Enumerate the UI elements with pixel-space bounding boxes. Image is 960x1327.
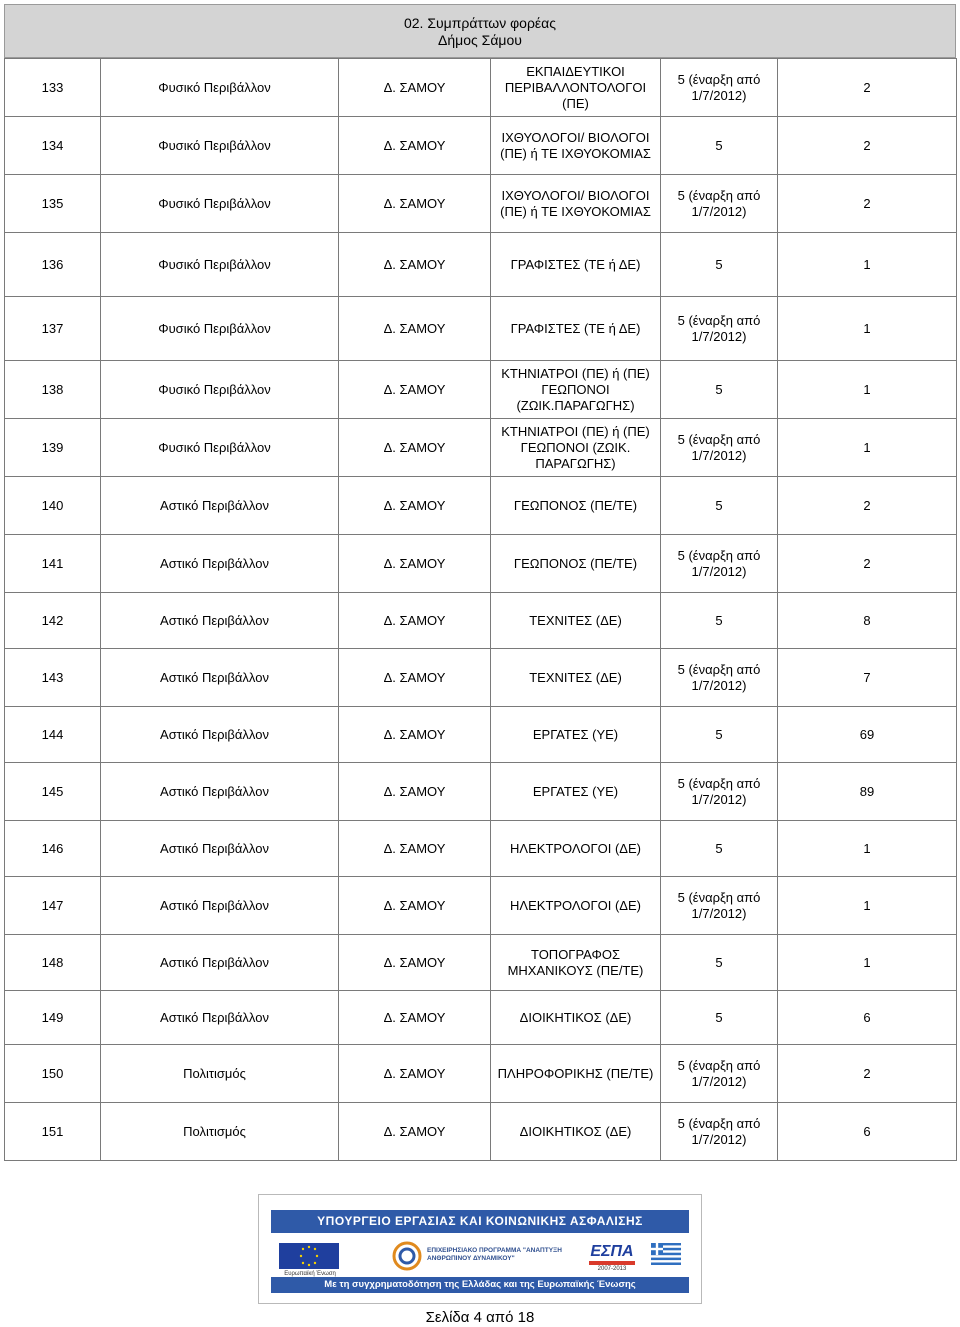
row-number: 137	[5, 297, 101, 361]
table-row	[5, 707, 957, 763]
programme-emblem-icon	[392, 1241, 422, 1271]
row-persons: 2	[778, 175, 957, 233]
row-persons: 89	[778, 763, 957, 821]
row-duration: 5	[661, 593, 778, 649]
row-category: Αστικό Περιβάλλον	[101, 707, 339, 763]
row-specialty: ΙΧΘΥΟΛΟΓΟΙ/ ΒΙΟΛΟΓΟΙ (ΠΕ) ή ΤΕ ΙΧΘΥΟΚΟΜΙΑΣ	[491, 117, 661, 175]
row-body: Δ. ΣΑΜΟΥ	[339, 233, 491, 297]
row-body: Δ. ΣΑΜΟΥ	[339, 649, 491, 707]
row-specialty: ΓΡΑΦΙΣΤΕΣ (ΤΕ ή ΔΕ)	[491, 233, 661, 297]
row-duration: 5 (έναρξη από 1/7/2012)	[661, 877, 778, 935]
row-number: 138	[5, 361, 101, 419]
espa-logo	[579, 1241, 645, 1271]
row-persons: 1	[778, 361, 957, 419]
row-number: 142	[5, 593, 101, 649]
row-persons: 2	[778, 1045, 957, 1103]
row-specialty: ΓΕΩΠΟΝΟΣ (ΠΕ/ΤΕ)	[491, 535, 661, 593]
row-body: Δ. ΣΑΜΟΥ	[339, 1045, 491, 1103]
row-duration: 5	[661, 361, 778, 419]
eu-flag-icon	[279, 1243, 339, 1269]
row-category: Αστικό Περιβάλλον	[101, 935, 339, 991]
row-duration: 5 (έναρξη από 1/7/2012)	[661, 649, 778, 707]
row-category: Αστικό Περιβάλλον	[101, 877, 339, 935]
row-body: Δ. ΣΑΜΟΥ	[339, 419, 491, 477]
row-specialty: ΗΛΕΚΤΡΟΛΟΓΟΙ (ΔΕ)	[491, 821, 661, 877]
row-specialty: ΔΙΟΙΚΗΤΙΚΟΣ (ΔΕ)	[491, 1103, 661, 1161]
row-duration: 5	[661, 821, 778, 877]
row-specialty: ΓΡΑΦΙΣΤΕΣ (ΤΕ ή ΔΕ)	[491, 297, 661, 361]
espa-text: ΕΣΠΑ	[590, 1243, 634, 1260]
section-header	[4, 4, 956, 58]
table-row	[5, 233, 957, 297]
row-number: 146	[5, 821, 101, 877]
table-row	[5, 175, 957, 233]
row-specialty: ΕΚΠΑΙΔΕΥΤΙΚΟΙ ΠΕΡΙΒΑΛΛΟΝΤΟΛΟΓΟΙ (ΠΕ)	[491, 59, 661, 117]
row-category: Φυσικό Περιβάλλον	[101, 419, 339, 477]
row-duration: 5 (έναρξη από 1/7/2012)	[661, 535, 778, 593]
row-number: 133	[5, 59, 101, 117]
row-category: Φυσικό Περιβάλλον	[101, 117, 339, 175]
row-body: Δ. ΣΑΜΟΥ	[339, 1103, 491, 1161]
row-body: Δ. ΣΑΜΟΥ	[339, 535, 491, 593]
row-category: Αστικό Περιβάλλον	[101, 991, 339, 1045]
positions-table-body	[5, 59, 957, 1161]
row-body: Δ. ΣΑΜΟΥ	[339, 59, 491, 117]
row-persons: 1	[778, 821, 957, 877]
programme-name: ΕΠΙΧΕΙΡΗΣΙΑΚΟ ΠΡΟΓΡΑΜΜΑ "ΑΝΑΠΤΥΞΗ ΑΝΘΡΩΠΙΝΟΥ ΔΥΝΑΜΙΚΟΥ"	[427, 1247, 562, 1262]
row-duration: 5	[661, 707, 778, 763]
row-persons: 2	[778, 117, 957, 175]
greek-flag-icon	[651, 1243, 681, 1265]
row-duration: 5	[661, 117, 778, 175]
row-body: Δ. ΣΑΜΟΥ	[339, 361, 491, 419]
row-specialty: ΚΤΗΝΙΑΤΡΟΙ (ΠΕ) ή (ΠΕ) ΓΕΩΠΟΝΟΙ (ΖΩΙΚ. ΠΑΡΑΓΩΓΗΣ)	[491, 419, 661, 477]
row-duration: 5 (έναρξη από 1/7/2012)	[661, 297, 778, 361]
table-row	[5, 935, 957, 991]
table-row	[5, 59, 957, 117]
row-duration: 5 (έναρξη από 1/7/2012)	[661, 763, 778, 821]
row-body: Δ. ΣΑΜΟΥ	[339, 991, 491, 1045]
table-row	[5, 649, 957, 707]
row-category: Αστικό Περιβάλλον	[101, 477, 339, 535]
row-body: Δ. ΣΑΜΟΥ	[339, 593, 491, 649]
row-duration: 5 (έναρξη από 1/7/2012)	[661, 1103, 778, 1161]
row-specialty: ΗΛΕΚΤΡΟΛΟΓΟΙ (ΔΕ)	[491, 877, 661, 935]
positions-table	[4, 58, 957, 1161]
row-duration: 5 (έναρξη από 1/7/2012)	[661, 175, 778, 233]
row-persons: 1	[778, 233, 957, 297]
row-number: 143	[5, 649, 101, 707]
row-duration: 5 (έναρξη από 1/7/2012)	[661, 59, 778, 117]
ministry-banner: ΥΠΟΥΡΓΕΙΟ ΕΡΓΑΣΙΑΣ ΚΑΙ ΚΟΙΝΩΝΙΚΗΣ ΑΣΦΑΛΙΣΗΣ	[271, 1210, 689, 1233]
table-row	[5, 1045, 957, 1103]
row-category: Φυσικό Περιβάλλον	[101, 361, 339, 419]
row-duration: 5	[661, 935, 778, 991]
row-number: 135	[5, 175, 101, 233]
row-persons: 7	[778, 649, 957, 707]
row-specialty: ΕΡΓΑΤΕΣ (ΥΕ)	[491, 707, 661, 763]
row-number: 139	[5, 419, 101, 477]
row-persons: 2	[778, 59, 957, 117]
row-body: Δ. ΣΑΜΟΥ	[339, 763, 491, 821]
row-specialty: ΓΕΩΠΟΝΟΣ (ΠΕ/ΤΕ)	[491, 477, 661, 535]
row-persons: 69	[778, 707, 957, 763]
row-specialty: ΙΧΘΥΟΛΟΓΟΙ/ ΒΙΟΛΟΓΟΙ (ΠΕ) ή ΤΕ ΙΧΘΥΟΚΟΜΙΑΣ	[491, 175, 661, 233]
row-number: 141	[5, 535, 101, 593]
row-persons: 6	[778, 1103, 957, 1161]
page-number: Σελίδα 4 από 18	[425, 1309, 535, 1326]
row-body: Δ. ΣΑΜΟΥ	[339, 297, 491, 361]
table-row	[5, 477, 957, 535]
row-persons: 1	[778, 877, 957, 935]
row-body: Δ. ΣΑΜΟΥ	[339, 707, 491, 763]
row-body: Δ. ΣΑΜΟΥ	[339, 477, 491, 535]
row-persons: 2	[778, 477, 957, 535]
table-row	[5, 763, 957, 821]
row-specialty: ΕΡΓΑΤΕΣ (ΥΕ)	[491, 763, 661, 821]
espa-years: 2007-2013	[597, 1266, 627, 1272]
row-body: Δ. ΣΑΜΟΥ	[339, 935, 491, 991]
row-persons: 2	[778, 535, 957, 593]
row-number: 140	[5, 477, 101, 535]
row-persons: 1	[778, 935, 957, 991]
row-number: 150	[5, 1045, 101, 1103]
row-number: 145	[5, 763, 101, 821]
row-category: Φυσικό Περιβάλλον	[101, 297, 339, 361]
eu-caption: Ευρωπαϊκή Ένωση	[284, 1271, 336, 1277]
espa-underline	[589, 1261, 635, 1265]
table-row	[5, 117, 957, 175]
row-duration: 5	[661, 991, 778, 1045]
row-specialty: ΤΕΧΝΙΤΕΣ (ΔΕ)	[491, 649, 661, 707]
row-number: 148	[5, 935, 101, 991]
row-number: 149	[5, 991, 101, 1045]
table-row	[5, 593, 957, 649]
row-category: Αστικό Περιβάλλον	[101, 593, 339, 649]
funding-logo	[258, 1194, 702, 1304]
table-row	[5, 821, 957, 877]
row-category: Πολιτισμός	[101, 1045, 339, 1103]
row-specialty: ΤΕΧΝΙΤΕΣ (ΔΕ)	[491, 593, 661, 649]
row-persons: 6	[778, 991, 957, 1045]
row-persons: 8	[778, 593, 957, 649]
row-persons: 1	[778, 419, 957, 477]
row-number: 144	[5, 707, 101, 763]
table-row	[5, 991, 957, 1045]
row-category: Αστικό Περιβάλλον	[101, 763, 339, 821]
row-number: 151	[5, 1103, 101, 1161]
section-subtitle: Δήμος Σάμου	[438, 32, 522, 48]
row-category: Φυσικό Περιβάλλον	[101, 175, 339, 233]
table-row	[5, 877, 957, 935]
table-row	[5, 419, 957, 477]
row-body: Δ. ΣΑΜΟΥ	[339, 821, 491, 877]
cofunding-statement: Με τη συγχρηματοδότηση της Ελλάδας και της Ευρωπαϊκής Ένωσης	[271, 1277, 689, 1293]
row-specialty: ΔΙΟΙΚΗΤΙΚΟΣ (ΔΕ)	[491, 991, 661, 1045]
row-category: Αστικό Περιβάλλον	[101, 821, 339, 877]
row-persons: 1	[778, 297, 957, 361]
row-duration: 5 (έναρξη από 1/7/2012)	[661, 419, 778, 477]
row-body: Δ. ΣΑΜΟΥ	[339, 117, 491, 175]
table-row	[5, 361, 957, 419]
row-category: Φυσικό Περιβάλλον	[101, 59, 339, 117]
row-body: Δ. ΣΑΜΟΥ	[339, 175, 491, 233]
row-category: Αστικό Περιβάλλον	[101, 649, 339, 707]
table-row	[5, 1103, 957, 1161]
row-number: 136	[5, 233, 101, 297]
row-category: Αστικό Περιβάλλον	[101, 535, 339, 593]
row-category: Πολιτισμός	[101, 1103, 339, 1161]
row-specialty: ΤΟΠΟΓΡΑΦΟΣ ΜΗΧΑΝΙΚΟΥΣ (ΠΕ/ΤΕ)	[491, 935, 661, 991]
row-category: Φυσικό Περιβάλλον	[101, 233, 339, 297]
row-number: 147	[5, 877, 101, 935]
row-duration: 5	[661, 477, 778, 535]
row-body: Δ. ΣΑΜΟΥ	[339, 877, 491, 935]
row-duration: 5	[661, 233, 778, 297]
row-specialty: ΚΤΗΝΙΑΤΡΟΙ (ΠΕ) ή (ΠΕ) ΓΕΩΠΟΝΟΙ (ΖΩΙΚ.ΠΑΡΑΓΩΓΗΣ)	[491, 361, 661, 419]
section-title: 02. Συμπράττων φορέας	[403, 15, 557, 31]
row-specialty: ΠΛΗΡΟΦΟΡΙΚΗΣ (ΠΕ/ΤΕ)	[491, 1045, 661, 1103]
table-row	[5, 297, 957, 361]
row-duration: 5 (έναρξη από 1/7/2012)	[661, 1045, 778, 1103]
row-number: 134	[5, 117, 101, 175]
table-row	[5, 535, 957, 593]
